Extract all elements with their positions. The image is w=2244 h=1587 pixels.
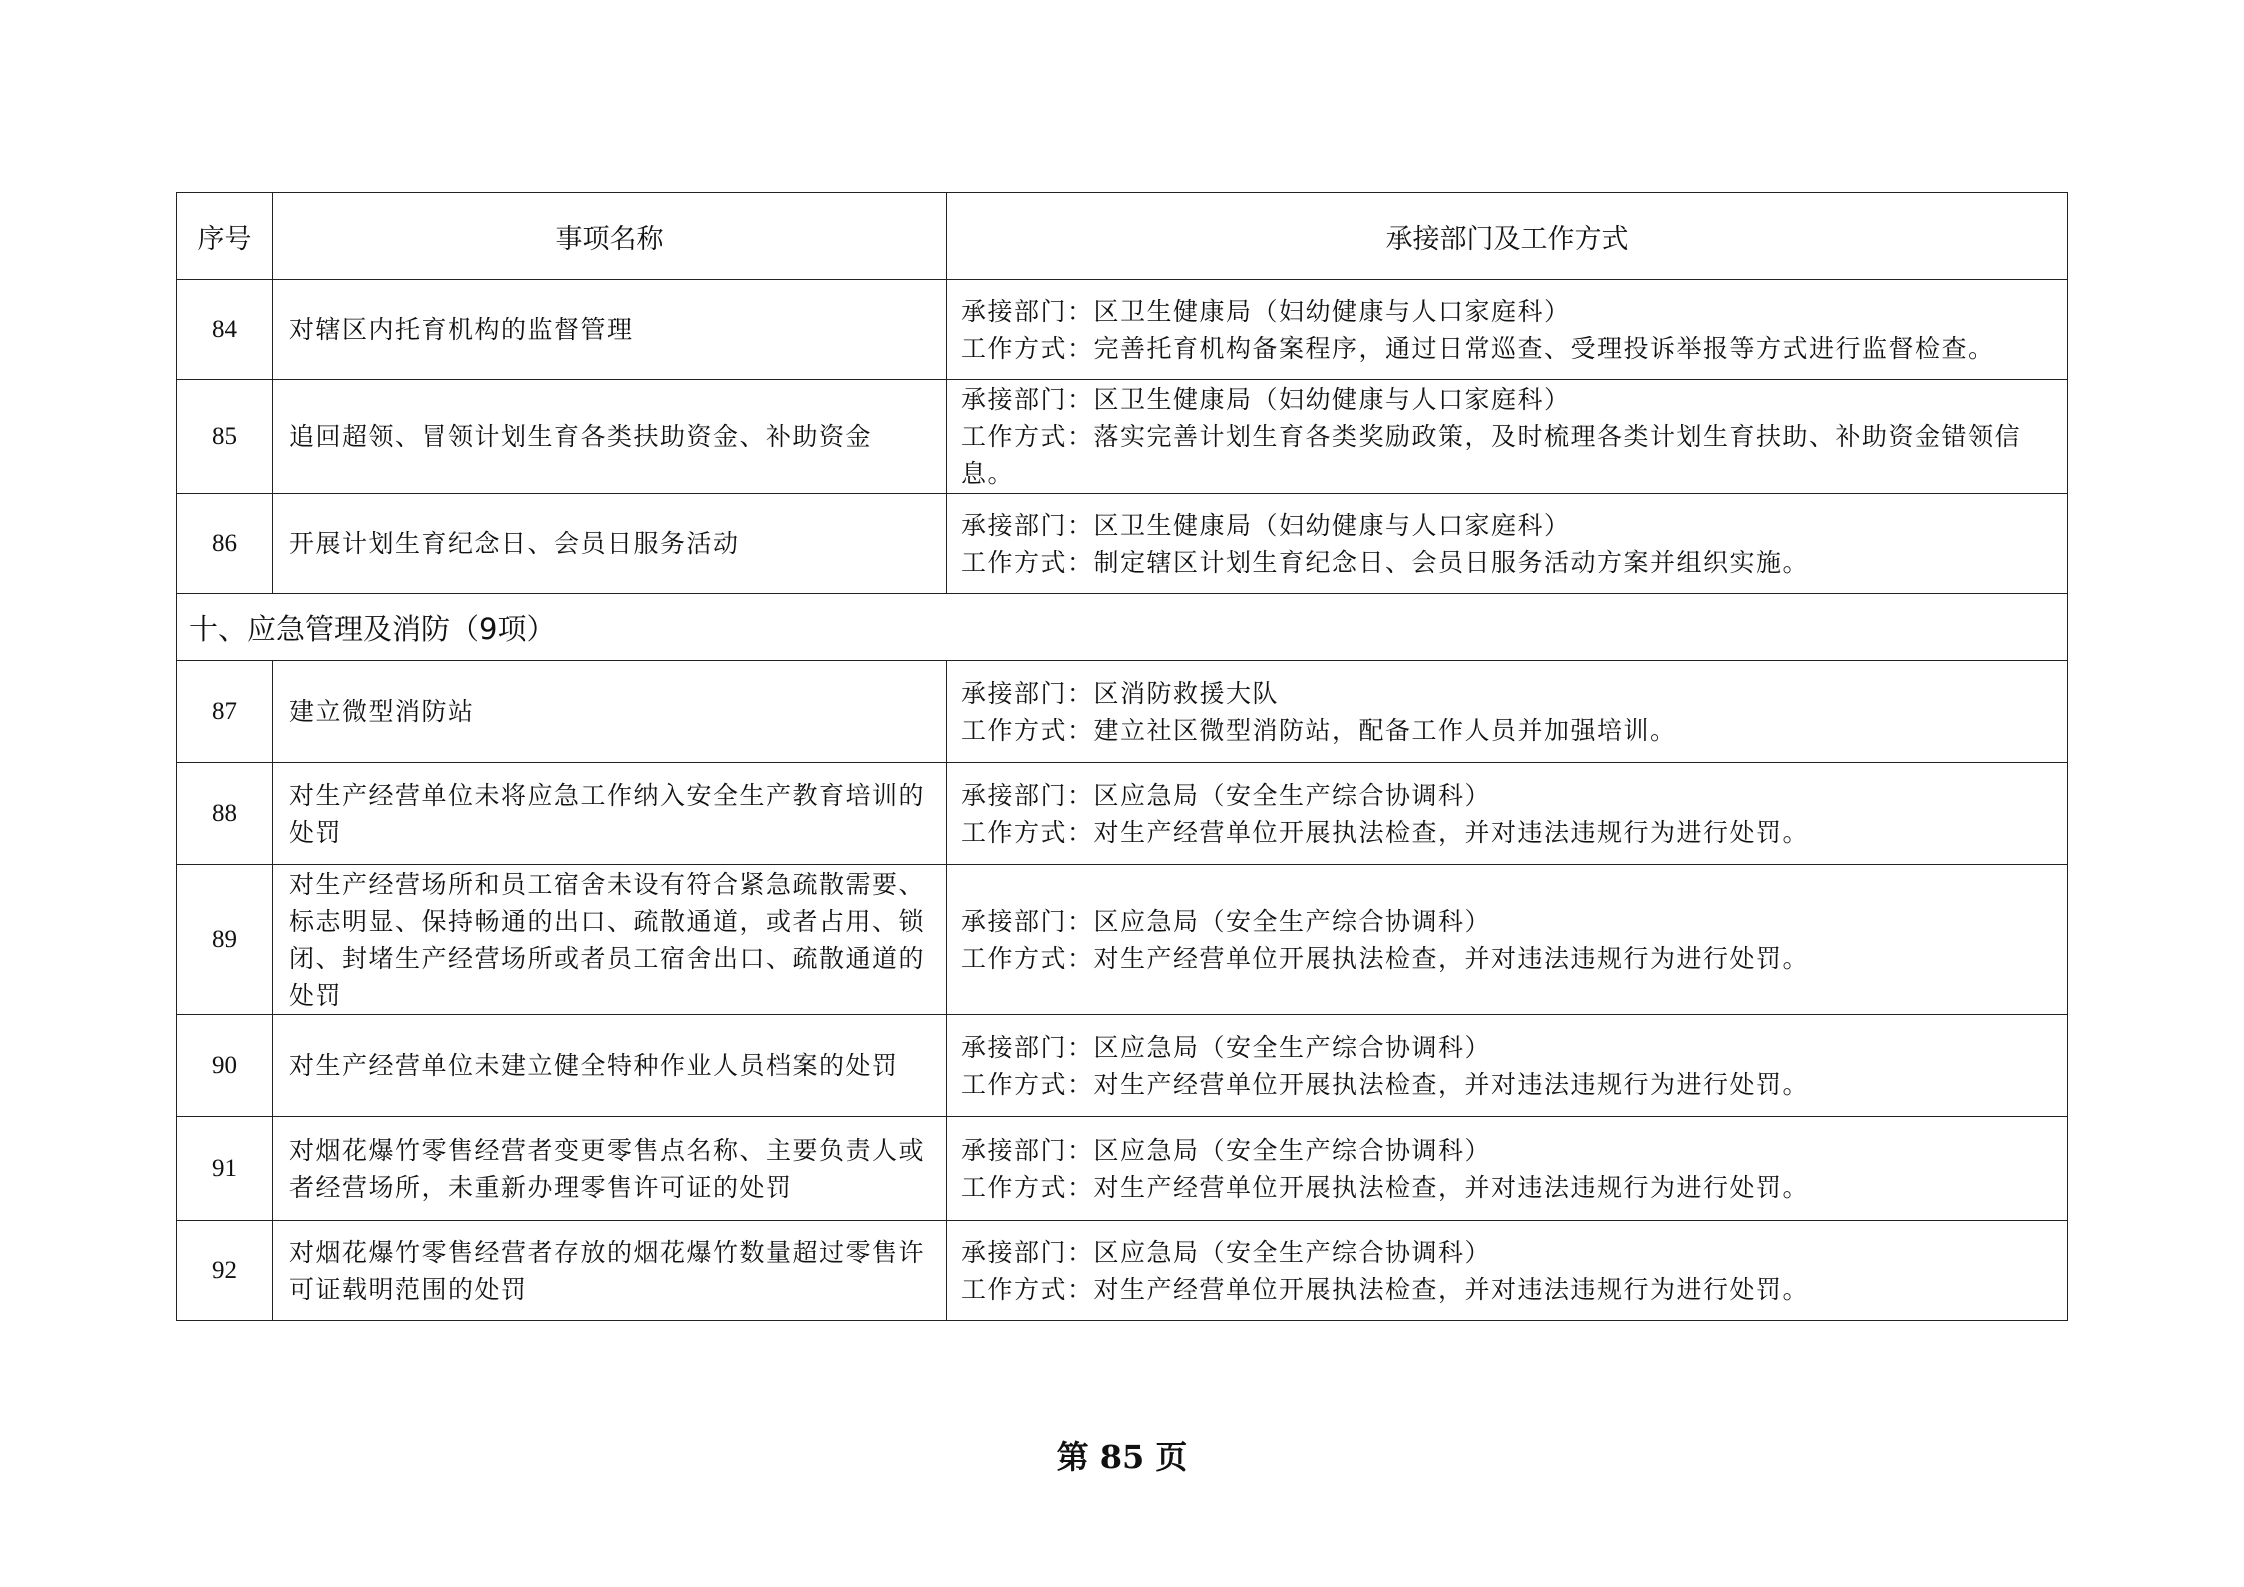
- method-text: 工作方式：对生产经营单位开展执法检查，并对违法违规行为进行处罚。: [961, 1172, 1810, 1202]
- item-name: 开展计划生育纪念日、会员日服务活动: [273, 494, 947, 594]
- table-row: [177, 661, 2068, 763]
- dept-method-cell: [947, 1015, 2068, 1117]
- table-row: [177, 380, 2068, 494]
- dept-text: 承接部门：区卫生健康局（妇幼健康与人口家庭科）: [961, 510, 1571, 540]
- table-row: [177, 865, 2068, 1015]
- table-row: [177, 280, 2068, 380]
- table-row: [177, 494, 2068, 594]
- dept-method-cell: [947, 661, 2068, 763]
- item-name: 对生产经营场所和员工宿舍未设有符合紧急疏散需要、标志明显、保持畅通的出口、疏散通道，或者占用、锁闭、封堵生产经营场所或者员工宿舍出口、疏散通道的处罚: [273, 865, 947, 1015]
- dept-text: 承接部门：区应急局（安全生产综合协调科）: [961, 906, 1492, 936]
- method-text: 工作方式：对生产经营单位开展执法检查，并对违法违规行为进行处罚。: [961, 817, 1810, 847]
- row-number: 88: [177, 763, 273, 865]
- dept-text: 承接部门：区应急局（安全生产综合协调科）: [961, 1032, 1492, 1062]
- method-text: 工作方式：对生产经营单位开展执法检查，并对违法违规行为进行处罚。: [961, 1069, 1810, 1099]
- header-dept: 承接部门及工作方式: [947, 193, 2068, 280]
- table-row: [177, 763, 2068, 865]
- item-name: 对烟花爆竹零售经营者变更零售点名称、主要负责人或者经营场所，未重新办理零售许可证的处罚: [273, 1117, 947, 1221]
- method-text: 工作方式：制定辖区计划生育纪念日、会员日服务活动方案并组织实施。: [961, 547, 1810, 577]
- header-no: 序号: [177, 193, 273, 280]
- section-row: [177, 594, 2068, 661]
- item-name: 追回超领、冒领计划生育各类扶助资金、补助资金: [273, 380, 947, 494]
- dept-method-cell: [947, 1117, 2068, 1221]
- row-number: 89: [177, 865, 273, 1015]
- item-name: 建立微型消防站: [273, 661, 947, 763]
- dept-text: 承接部门：区卫生健康局（妇幼健康与人口家庭科）: [961, 296, 1571, 326]
- items-table: [176, 192, 2068, 1321]
- method-text: 工作方式：落实完善计划生育各类奖励政策，及时梳理各类计划生育扶助、补助资金错领信息。: [961, 422, 2022, 488]
- dept-method-cell: [947, 1221, 2068, 1321]
- header-name: 事项名称: [273, 193, 947, 280]
- table-row: [177, 1221, 2068, 1321]
- method-text: 工作方式：对生产经营单位开展执法检查，并对违法违规行为进行处罚。: [961, 943, 1810, 973]
- table-header-row: [177, 193, 2068, 280]
- dept-text: 承接部门：区卫生健康局（妇幼健康与人口家庭科）: [961, 385, 1571, 414]
- row-number: 85: [177, 380, 273, 494]
- dept-method-cell: [947, 280, 2068, 380]
- row-number: 86: [177, 494, 273, 594]
- row-number: 84: [177, 280, 273, 380]
- row-number: 87: [177, 661, 273, 763]
- item-name: 对生产经营单位未建立健全特种作业人员档案的处罚: [273, 1015, 947, 1117]
- method-text: 工作方式：完善托育机构备案程序，通过日常巡查、受理投诉举报等方式进行监督检查。: [961, 333, 1995, 363]
- dept-method-cell: [947, 865, 2068, 1015]
- row-number: 91: [177, 1117, 273, 1221]
- dept-text: 承接部门：区消防救援大队: [961, 678, 1280, 708]
- item-name: 对烟花爆竹零售经营者存放的烟花爆竹数量超过零售许可证载明范围的处罚: [273, 1221, 947, 1321]
- dept-method-cell: [947, 763, 2068, 865]
- row-number: 92: [177, 1221, 273, 1321]
- method-text: 工作方式：对生产经营单位开展执法检查，并对违法违规行为进行处罚。: [961, 1274, 1810, 1304]
- item-name: 对辖区内托育机构的监督管理: [273, 280, 947, 380]
- section-title: 十、应急管理及消防（9项）: [177, 594, 2068, 661]
- dept-text: 承接部门：区应急局（安全生产综合协调科）: [961, 1237, 1492, 1267]
- table-row: [177, 1117, 2068, 1221]
- dept-text: 承接部门：区应急局（安全生产综合协调科）: [961, 780, 1492, 810]
- dept-method-cell: [947, 380, 2068, 494]
- item-name: 对生产经营单位未将应急工作纳入安全生产教育培训的处罚: [273, 763, 947, 865]
- dept-text: 承接部门：区应急局（安全生产综合协调科）: [961, 1135, 1492, 1165]
- page-number: 第 85 页: [1056, 1438, 1188, 1476]
- dept-method-cell: [947, 494, 2068, 594]
- method-text: 工作方式：建立社区微型消防站，配备工作人员并加强培训。: [961, 715, 1677, 745]
- row-number: 90: [177, 1015, 273, 1117]
- table-row: [177, 1015, 2068, 1117]
